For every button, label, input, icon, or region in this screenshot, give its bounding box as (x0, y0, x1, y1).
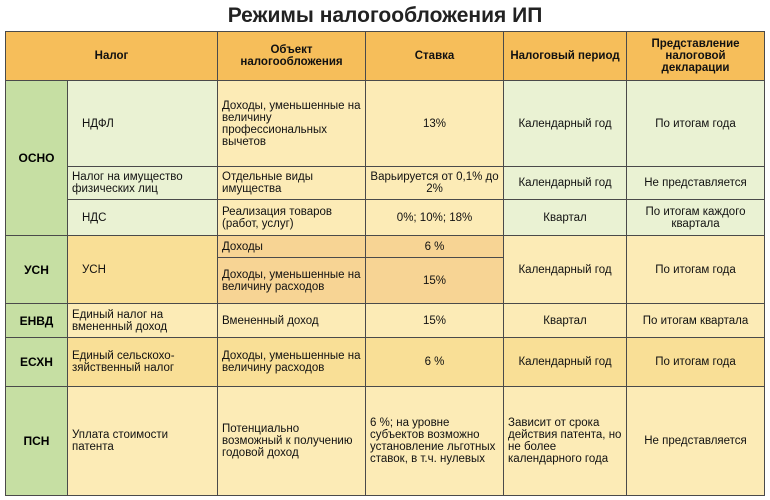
tax-regimes-table (5, 31, 765, 496)
declaration-cell: Не представляется (627, 387, 765, 496)
declaration-cell: По итогам квартала (627, 304, 765, 338)
rate-cell: 6 % (366, 338, 504, 387)
tax-cell: НДС (68, 200, 218, 236)
period-cell: Зависит от срока действия патента, но не более календарного года (504, 387, 627, 496)
period-cell: Календарный год (504, 236, 627, 304)
object-cell: Доходы (218, 236, 366, 258)
tax-cell: Уплата стоимости патента (68, 387, 218, 496)
header-row (6, 32, 765, 81)
object-cell: Потенциально возможный к получению годовой доход (218, 387, 366, 496)
regime-envd: ЕНВД (6, 304, 68, 338)
object-cell: Доходы, уменьшенные на величину профессиональных вычетов (218, 81, 366, 167)
table-row (6, 236, 765, 258)
regime-osno: ОСНО (6, 81, 68, 236)
tax-cell: Налог на имущество физических лиц (68, 167, 218, 200)
declaration-cell: По итогам года (627, 236, 765, 304)
header-object: Объект налогообложения (218, 32, 366, 81)
declaration-cell: По итогам года (627, 338, 765, 387)
declaration-cell: По итогам каждого квартала (627, 200, 765, 236)
rate-cell: 6 % (366, 236, 504, 258)
rate-cell: 15% (366, 258, 504, 304)
table-row (6, 81, 765, 167)
period-cell: Календарный год (504, 81, 627, 167)
object-cell: Доходы, уменьшенные на величину расходов (218, 338, 366, 387)
tax-cell: Единый сельскохо-зяйственный налог (68, 338, 218, 387)
header-declaration: Представление налоговой декларации (627, 32, 765, 81)
table-row (6, 338, 765, 387)
rate-cell: 15% (366, 304, 504, 338)
regime-usn: УСН (6, 236, 68, 304)
regime-eshn: ЕСХН (6, 338, 68, 387)
rate-cell: 13% (366, 81, 504, 167)
rate-cell: Варьируется от 0,1% до 2% (366, 167, 504, 200)
tax-cell: УСН (68, 236, 218, 304)
regime-psn: ПСН (6, 387, 68, 496)
period-cell: Календарный год (504, 338, 627, 387)
object-cell: Реализация товаров (работ, услуг) (218, 200, 366, 236)
table-row (6, 304, 765, 338)
header-tax: Налог (6, 32, 218, 81)
declaration-cell: Не представляется (627, 167, 765, 200)
period-cell: Календарный год (504, 167, 627, 200)
object-cell: Доходы, уменьшенные на величину расходов (218, 258, 366, 304)
period-cell: Квартал (504, 304, 627, 338)
page-title: Режимы налогообложения ИП (227, 4, 543, 27)
table-row (6, 167, 765, 200)
declaration-cell: По итогам года (627, 81, 765, 167)
tax-cell: Единый налог на вмененный доход (68, 304, 218, 338)
rate-cell: 6 %; на уровне субъектов возможно установление льготных ставок, в т.ч. нулевых (366, 387, 504, 496)
rate-cell: 0%; 10%; 18% (366, 200, 504, 236)
header-rate: Ставка (366, 32, 504, 81)
table-row (6, 387, 765, 496)
table-row (6, 200, 765, 236)
period-cell: Квартал (504, 200, 627, 236)
object-cell: Вмененный доход (218, 304, 366, 338)
header-period: Налоговый период (504, 32, 627, 81)
tax-cell: НДФЛ (68, 81, 218, 167)
object-cell: Отдельные виды имущества (218, 167, 366, 200)
